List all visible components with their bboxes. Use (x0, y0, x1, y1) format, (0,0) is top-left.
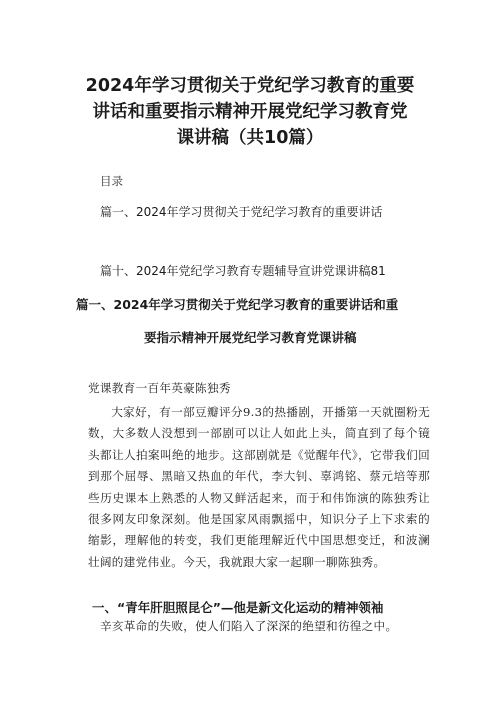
body-paragraph: 大家好，有一部豆瓣评分9.3的热播剧，开播第一天就圈粉无数，大多数人没想到一部剧可以让人如此上头，简直到了每个镜头都让人拍案叫绝的地步。这部剧就是《觉醒年代》，它带我们回到那个屈辱、黑暗又热血的年代，李大钊、辜鸿铭、蔡元培等那些历史课本上熟悉的人物又鲜活起来，而于和伟饰演的陈独秀让很多网友印象深刻。他是国家风雨飘摇中，知识分子上下求索的缩影，理解他的转变，我们更能理解近代中国思想变迁，和波澜壮阔的建党伟业。今天，我就跟大家一起聊一聊陈独秀。 (88, 405, 430, 569)
toc-entry-10[interactable]: 篇十、2024年党纪学习教育专题辅导宣讲党课讲稿81 (100, 264, 386, 278)
toc-label: 目录 (100, 174, 123, 188)
document-title-line-3: 课讲稿（共10篇） (176, 128, 324, 148)
document-title-line-2: 讲话和重要指示精神开展党纪学习教育党 (92, 102, 408, 122)
toc-entry-1[interactable]: 篇一、2024年学习贯彻关于党纪学习教育的重要讲话 (100, 205, 383, 219)
sub-heading: 一、“青年肝胆照昆仑”—他是新文化运动的精神领袖 (92, 600, 384, 615)
document-title-line-1: 2024年学习贯彻关于党纪学习教育的重要 (85, 76, 415, 96)
section-title-line-2: 要指示精神开展党纪学习教育党课讲稿 (144, 330, 357, 345)
intro-line: 党课教育一百年英豪陈独秀 (88, 381, 231, 395)
body-paragraph-block (88, 402, 430, 573)
paragraph-continuation: 辛亥革命的失败，使人们陷入了深深的绝望和彷徨之中。 (100, 619, 398, 633)
section-title-line-1: 篇一、2024年学习贯彻关于党纪学习教育的重要讲话和重 (76, 297, 399, 312)
